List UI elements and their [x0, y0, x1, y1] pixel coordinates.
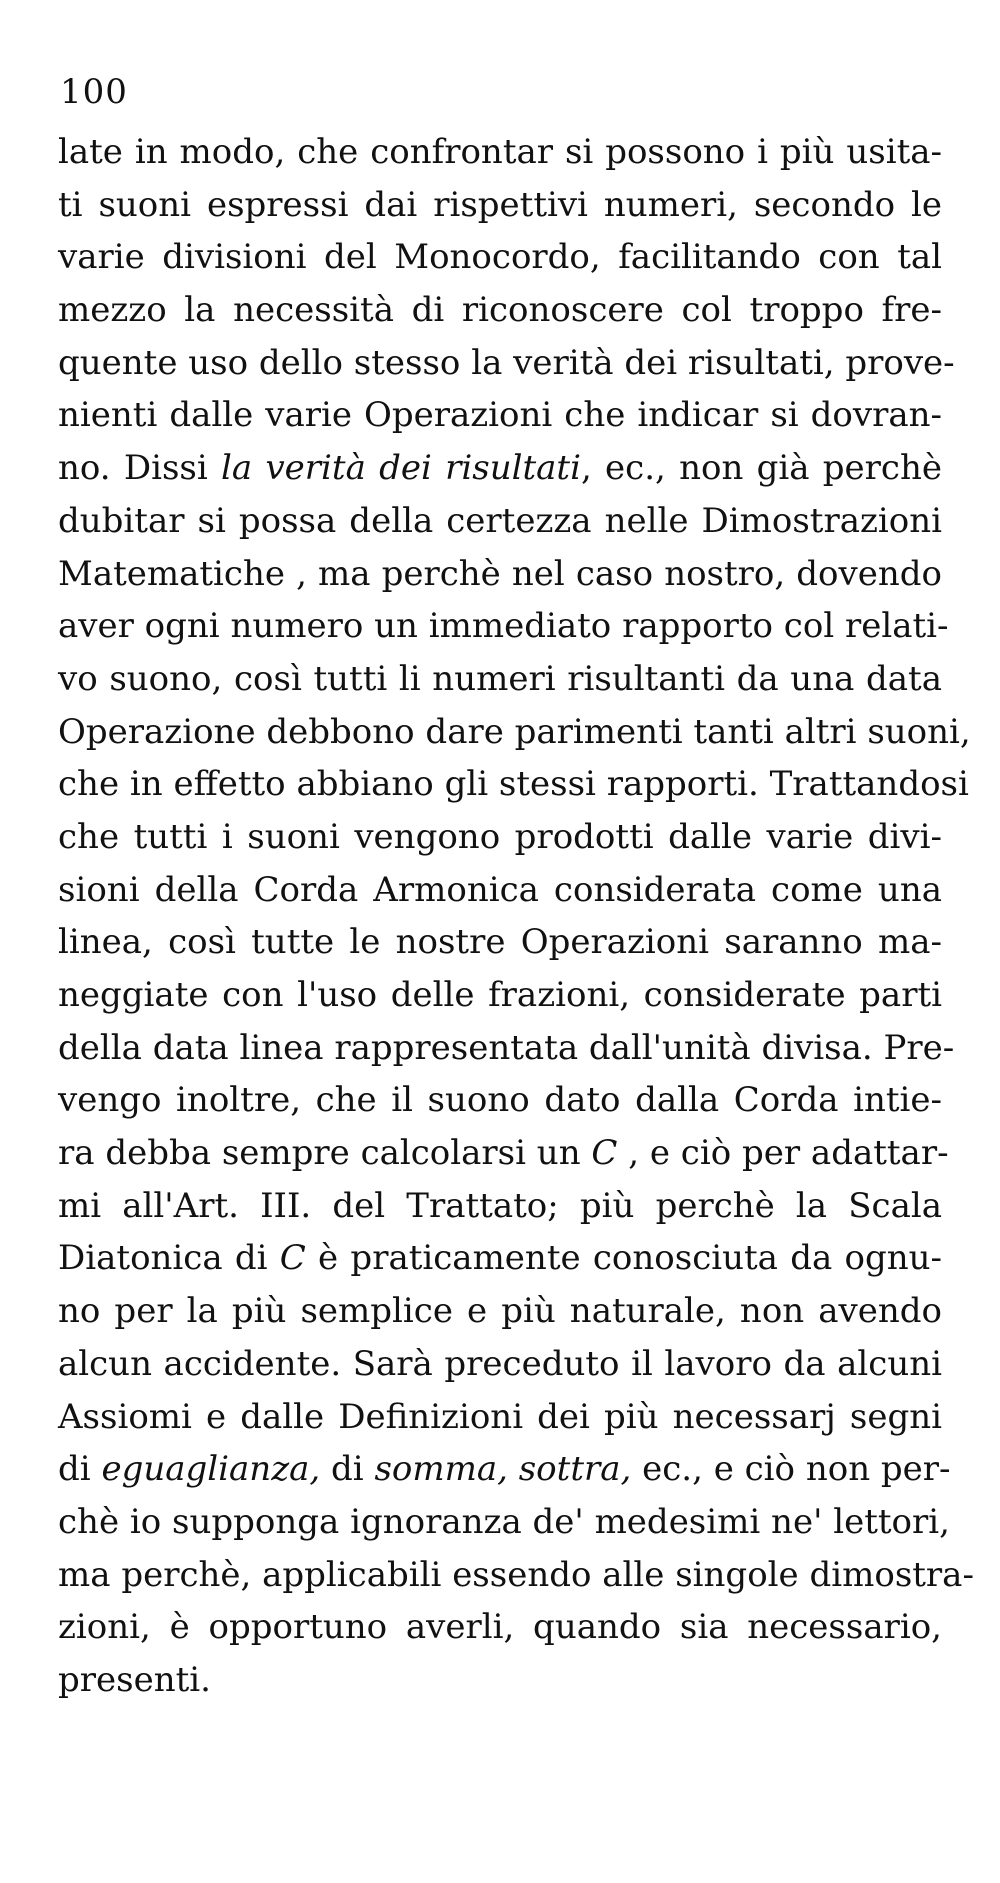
text-line: presenti. [58, 1659, 211, 1700]
text-line: nienti dalle varie Operazioni che indicar si dovran- [58, 395, 942, 436]
text-line: no per la più semplice e più naturale, non avendo [58, 1291, 942, 1332]
text-line: ti suoni espressi dai rispettivi numeri, secondo le [58, 184, 942, 225]
text-line: vengo inoltre, che il suono dato dalla Corda intie- [58, 1080, 942, 1121]
text-line: varie divisioni del Monocordo, facilitando con tal [58, 237, 942, 278]
body-text [58, 126, 974, 1707]
text-line: no. Dissi la verità dei risultati, ec., non già perchè [58, 448, 942, 489]
text-line: Matematiche , ma perchè nel caso nostro, dovendo [58, 553, 942, 594]
text-line: ma perchè, applicabili essendo alle singole dimostra- [58, 1554, 974, 1595]
text-line: zioni, è opportuno averli, quando sia necessario, [58, 1607, 942, 1648]
text-line: dubitar si possa della certezza nelle Dimostrazioni [58, 500, 942, 541]
text-line: neggiate con l'uso delle frazioni, considerate parti [58, 975, 942, 1015]
text-line: Operazione debbono dare parimenti tanti altri suoni, [58, 711, 971, 752]
text-line: Diatonica di C è praticamente conosciuta da ognu- [58, 1238, 943, 1279]
text-line: chè io supponga ignoranza de' medesimi ne' lettori, [58, 1501, 950, 1542]
text-line: Assiomi e dalle Definizioni dei più necessarj segni [58, 1396, 942, 1437]
text-line: vo suono, così tutti li numeri risultanti da una data [58, 658, 942, 699]
text-line: sioni della Corda Armonica considerata come una [58, 869, 942, 910]
text-line: della data linea rappresentata dall'unità divisa. Pre- [58, 1027, 955, 1068]
text-line: linea, così tutte le nostre Operazioni saranno ma- [58, 922, 942, 963]
text-line: aver ogni numero un immediato rapporto col relati- [58, 606, 949, 647]
text-line: quente uso dello stesso la verità dei risultati, prove- [58, 342, 955, 383]
text-line: che in effetto abbiano gli stessi rapporti. Trattandosi [58, 764, 969, 805]
text-line: ra debba sempre calcolarsi un C , e ciò per adattar- [58, 1133, 949, 1174]
text-line: alcun accidente. Sarà preceduto il lavoro da alcuni [58, 1343, 942, 1384]
page-number: 100 [60, 72, 128, 112]
text-line: di eguaglianza, di somma, sottra, ec., e ciò non per- [58, 1449, 951, 1490]
text-line: mezzo la necessità di riconoscere col troppo fre- [58, 290, 942, 331]
text-line: mi all'Art. III. del Trattato; più perchè la Scala [58, 1185, 942, 1226]
text-line: late in modo, che confrontar si possono i più usita- [58, 132, 942, 172]
text-line: che tutti i suoni vengono prodotti dalle varie divi- [58, 816, 942, 857]
